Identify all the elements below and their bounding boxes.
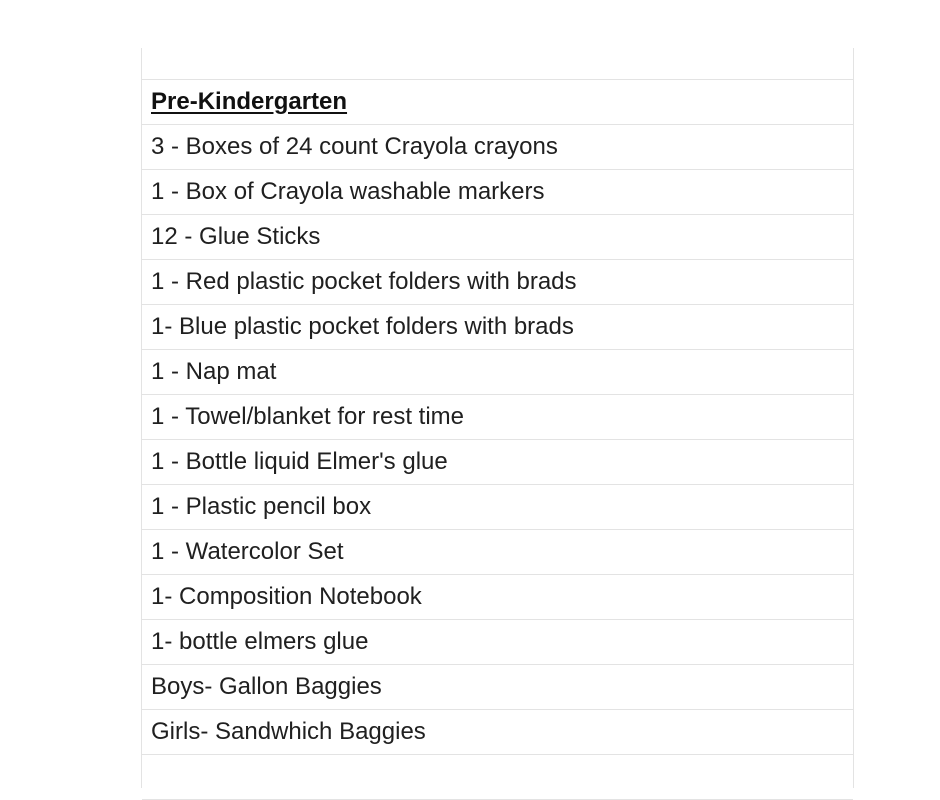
empty-row	[142, 48, 853, 80]
list-item: Boys- Gallon Baggies	[142, 665, 853, 710]
supply-list-sheet	[141, 48, 854, 788]
list-item: 1 - Bottle liquid Elmer's glue	[142, 440, 853, 485]
list-item: 1 - Plastic pencil box	[142, 485, 853, 530]
list-item: 3 - Boxes of 24 count Crayola crayons	[142, 125, 853, 170]
list-item: 1 - Nap mat	[142, 350, 853, 395]
list-item: Girls- Sandwhich Baggies	[142, 710, 853, 755]
list-item: 1- Composition Notebook	[142, 575, 853, 620]
list-item: 1- Blue plastic pocket folders with brads	[142, 305, 853, 350]
list-heading: Pre-Kindergarten	[142, 80, 853, 125]
list-item: 1 - Box of Crayola washable markers	[142, 170, 853, 215]
list-item: 1 - Red plastic pocket folders with brads	[142, 260, 853, 305]
list-item: 1 - Towel/blanket for rest time	[142, 395, 853, 440]
list-item: 1- bottle elmers glue	[142, 620, 853, 665]
empty-row	[142, 755, 853, 800]
list-item: 12 - Glue Sticks	[142, 215, 853, 260]
list-item: 1 - Watercolor Set	[142, 530, 853, 575]
